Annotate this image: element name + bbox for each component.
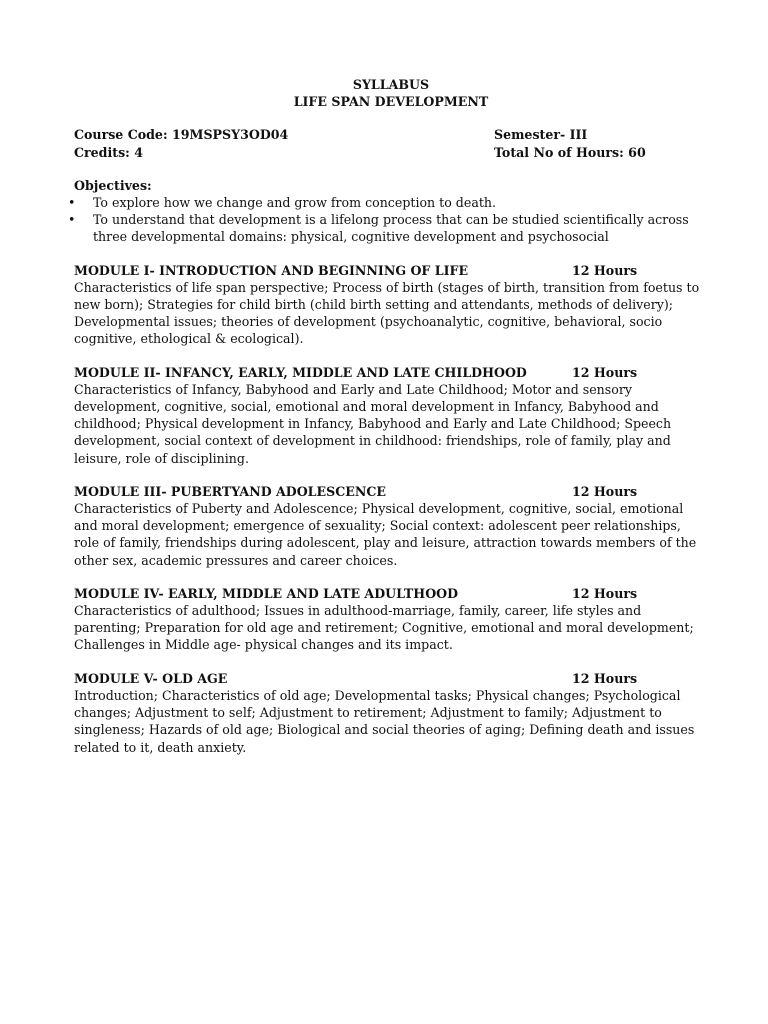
list-item (68, 211, 708, 245)
meta-row-1 (74, 126, 708, 143)
course-code: Course Code: 19MSPSY3OD04 (74, 127, 289, 143)
module-title: MODULE III- PUBERTYAND ADOLESCENCE (74, 483, 386, 499)
meta-row-2 (74, 144, 708, 161)
module-heading (74, 483, 708, 500)
page-title: SYLLABUS (352, 77, 430, 92)
semester: Semester- III (494, 127, 588, 143)
module-1 (74, 262, 708, 348)
title-block (74, 76, 708, 110)
module-hours: 12 Hours (572, 585, 638, 601)
module-heading (74, 262, 708, 279)
total-hours: Total No of Hours: 60 (494, 144, 646, 160)
module-hours: 12 Hours (572, 364, 638, 380)
module-title: MODULE I- INTRODUCTION AND BEGINNING OF LIFE (74, 262, 469, 278)
bullet-icon: • (68, 212, 76, 228)
module-title: MODULE V- OLD AGE (74, 670, 228, 686)
module-body: Characteristics of Puberty and Adolescence; Physical development, cognitive, social, emotional and moral development; emergence of sexuality; Social context: adolescent peer relationships, role of family, friendships during adolescent, play and leisure, attraction towards members of the other sex, academic pressures and career choices. (74, 501, 697, 568)
objectives-section (68, 177, 708, 246)
objectives-heading: Objectives: (74, 177, 152, 193)
course-meta (74, 126, 708, 160)
module-body: Characteristics of Infancy, Babyhood and Early and Late Childhood; Motor and sensory development, cognitive, social, emotional and moral development in Infancy, Babyhood and childhood; Physical development in Infancy, Babyhood and Early and Late Childhood; Speech development, social context of development in childhood: friendships, role of family, play and leisure, role of disciplining. (74, 381, 672, 466)
objective-text: To understand that development is a lifelong process that can be studied scientifically across three developmental domains: physical, cognitive development and psychosocial (93, 212, 689, 245)
module-body: Introduction; Characteristics of old age; Developmental tasks; Physical changes; Psychological changes; Adjustment to self; Adjustment to retirement; Adjustment to family; Adjustment to singleness; Hazards of old age; Biological and social theories of aging; Defining death and issues related to it, death anxiety. (74, 687, 695, 755)
module-heading (74, 670, 708, 687)
bullet-icon: • (68, 195, 76, 211)
module-3 (74, 483, 708, 569)
module-hours: 12 Hours (572, 483, 638, 499)
module-heading (74, 585, 708, 602)
module-5 (74, 670, 708, 756)
credits: Credits: 4 (74, 144, 143, 160)
module-heading (74, 364, 708, 381)
objectives-list (68, 194, 708, 246)
list-item (68, 194, 708, 211)
module-body: Characteristics of life span perspective; Process of birth (stages of birth, transition from foetus to new born); Strategies for child birth (child birth setting and attendants, methods of delivery); Developmental issues; theories of development (psychoanalytic, cognitive, behavioral, socio cognitive, ethological & ecological). (74, 279, 700, 347)
module-4 (74, 585, 708, 654)
module-hours: 12 Hours (572, 262, 638, 278)
module-body: Characteristics of adulthood; Issues in adulthood-marriage, family, career, life styles and parenting; Preparation for old age and retirement; Cognitive, emotional and moral development; Challenges in Middle age- physical changes and its impact. (74, 603, 694, 653)
module-hours: 12 Hours (572, 670, 638, 686)
objective-text: To explore how we change and grow from conception to death. (93, 195, 497, 211)
module-title: MODULE IV- EARLY, MIDDLE AND LATE ADULTHOOD (74, 585, 459, 601)
module-2 (74, 364, 708, 467)
page-subtitle: LIFE SPAN DEVELOPMENT (293, 94, 489, 110)
module-title: MODULE II- INFANCY, EARLY, MIDDLE AND LATE CHILDHOOD (74, 364, 527, 380)
